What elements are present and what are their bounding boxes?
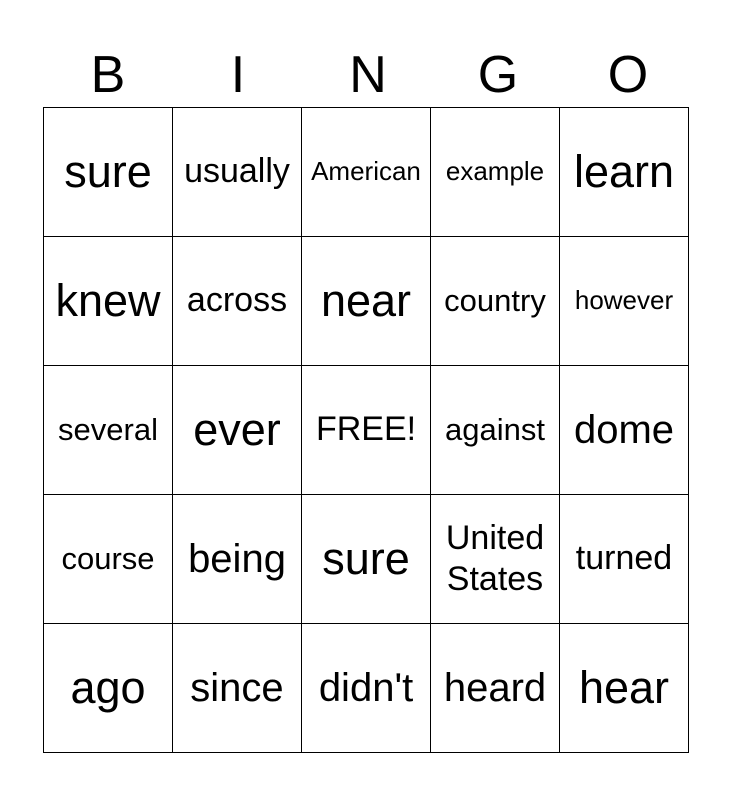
bingo-cell[interactable]: against xyxy=(431,366,560,495)
bingo-cell[interactable]: sure xyxy=(302,495,431,624)
bingo-board xyxy=(43,107,689,753)
bingo-cell[interactable]: ever xyxy=(173,366,302,495)
header-letter-b: B xyxy=(90,46,126,104)
header-letter-o: O xyxy=(607,46,649,104)
board-row xyxy=(44,495,689,624)
bingo-cell[interactable]: American xyxy=(302,108,431,237)
header-letter-n: N xyxy=(349,46,387,104)
board-row xyxy=(44,237,689,366)
bingo-cell[interactable]: country xyxy=(431,237,560,366)
bingo-cell[interactable]: dome xyxy=(560,366,689,495)
bingo-cell[interactable]: ago xyxy=(44,624,173,753)
bingo-header xyxy=(43,44,693,106)
bingo-cell[interactable]: United States xyxy=(431,495,560,624)
bingo-cell-free[interactable]: FREE! xyxy=(302,366,431,495)
bingo-cell[interactable]: hear xyxy=(560,624,689,753)
bingo-cell[interactable]: however xyxy=(560,237,689,366)
header-letter-i: I xyxy=(230,46,246,104)
bingo-cell[interactable]: didn't xyxy=(302,624,431,753)
bingo-cell[interactable]: course xyxy=(44,495,173,624)
board-row xyxy=(44,366,689,495)
bingo-cell[interactable]: across xyxy=(173,237,302,366)
bingo-cell[interactable]: turned xyxy=(560,495,689,624)
bingo-cell[interactable]: learn xyxy=(560,108,689,237)
bingo-cell[interactable]: since xyxy=(173,624,302,753)
bingo-cell[interactable]: example xyxy=(431,108,560,237)
bingo-cell[interactable]: usually xyxy=(173,108,302,237)
bingo-cell[interactable]: being xyxy=(173,495,302,624)
bingo-cell[interactable]: several xyxy=(44,366,173,495)
bingo-cell[interactable]: heard xyxy=(431,624,560,753)
bingo-cell[interactable]: knew xyxy=(44,237,173,366)
board-row xyxy=(44,624,689,753)
board-row xyxy=(44,108,689,237)
bingo-cell[interactable]: sure xyxy=(44,108,173,237)
header-letter-g: G xyxy=(477,46,519,104)
bingo-cell[interactable]: near xyxy=(302,237,431,366)
